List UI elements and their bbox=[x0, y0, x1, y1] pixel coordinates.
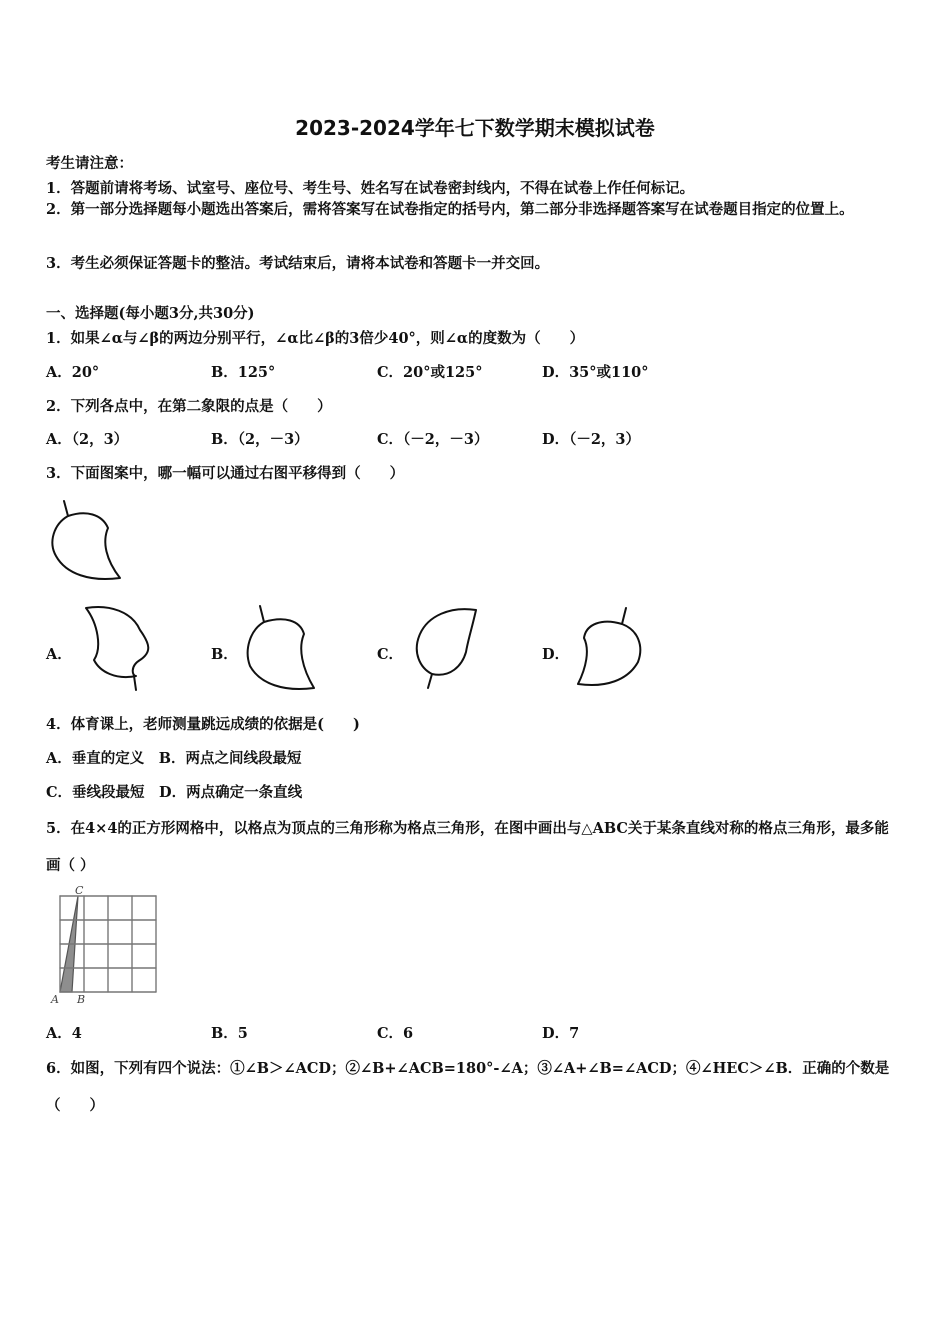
q5-grid-lines bbox=[60, 896, 156, 992]
q3-option-b[interactable]: B． bbox=[211, 646, 238, 663]
question-4-stem: 4．体育课上，老师测量跳远成绩的依据是( ) bbox=[46, 716, 360, 733]
grid-label-c: C bbox=[75, 884, 84, 897]
q5-grid-figure bbox=[46, 884, 161, 1006]
q2-option-d[interactable]: D．（－2，3） bbox=[542, 431, 641, 448]
grid-label-b: B bbox=[77, 993, 86, 1006]
q5-option-c[interactable]: C．6 bbox=[377, 1025, 414, 1042]
q1-option-c[interactable]: C．20°或125° bbox=[377, 364, 483, 381]
q2-option-c[interactable]: C．（－2，－3） bbox=[377, 431, 489, 448]
question-2-stem: 2．下列各点中，在第二象限的点是（ ） bbox=[46, 398, 332, 415]
notice-item-3: 3．考生必须保证答题卡的整洁。考试结束后，请将本试卷和答题卡一并交回。 bbox=[46, 255, 550, 272]
q1-option-a[interactable]: A．20° bbox=[46, 364, 100, 381]
q1-option-b[interactable]: B．125° bbox=[211, 364, 276, 381]
q5-option-b[interactable]: B．5 bbox=[211, 1025, 248, 1042]
q2-option-b[interactable]: B．（2，－3） bbox=[211, 431, 309, 448]
q3-option-b-leaf-figure[interactable] bbox=[242, 604, 322, 694]
q3-option-c[interactable]: C． bbox=[377, 646, 404, 663]
question-6-stem: 6．如图，下列有四个说法：①∠B＞∠ACD；②∠B+∠ACB=180°-∠A；③∠A+∠B=∠ACD；④∠HEC＞∠B．正确的个数是（ ） bbox=[46, 1060, 890, 1114]
q3-option-d-leaf-figure[interactable] bbox=[572, 604, 652, 694]
q5-option-d[interactable]: D．7 bbox=[542, 1025, 580, 1042]
question-1-stem: 1．如果∠α与∠β的两边分别平行，∠α比∠β的3倍少40°，则∠α的度数为（ ） bbox=[46, 330, 585, 347]
q3-option-a[interactable]: A． bbox=[46, 646, 72, 663]
question-5-stem: 5．在4×4的正方形网格中，以格点为顶点的三角形称为格点三角形，在图中画出与△ABC关于某条直线对称的格点三角形，最多能画（ ） bbox=[46, 820, 889, 874]
q4-options-ab[interactable]: A．垂直的定义 B．两点之间线段最短 bbox=[46, 750, 302, 767]
question-3-stem: 3．下面图案中，哪一幅可以通过右图平移得到（ ） bbox=[46, 465, 405, 482]
q3-option-c-leaf-figure[interactable] bbox=[410, 604, 490, 694]
q3-reference-leaf-figure bbox=[46, 498, 126, 586]
q4-options-cd[interactable]: C．垂线段最短 D．两点确定一条直线 bbox=[46, 784, 303, 801]
section-heading: 一、选择题(每小题3分,共30分) bbox=[46, 305, 255, 322]
q3-option-a-leaf-figure[interactable] bbox=[80, 604, 160, 694]
grid-label-a: A bbox=[51, 993, 59, 1006]
notice-item-2: 2．第一部分选择题每小题选出答案后，需将答案写在试卷指定的括号内，第二部分非选择题答案写在试卷题目指定的位置上。 bbox=[46, 201, 854, 218]
q3-option-d[interactable]: D． bbox=[542, 646, 570, 663]
page-title: 2023-2024学年七下数学期末模拟试卷 bbox=[295, 116, 655, 140]
q5-option-a[interactable]: A．4 bbox=[46, 1025, 82, 1042]
notice-heading: 考生请注意： bbox=[46, 155, 133, 172]
q1-option-d[interactable]: D．35°或110° bbox=[542, 364, 649, 381]
q2-option-a[interactable]: A．（2，3） bbox=[46, 431, 129, 448]
notice-item-1: 1．答题前请将考场、试室号、座位号、考生号、姓名写在试卷密封线内，不得在试卷上作任何标记。 bbox=[46, 180, 695, 197]
